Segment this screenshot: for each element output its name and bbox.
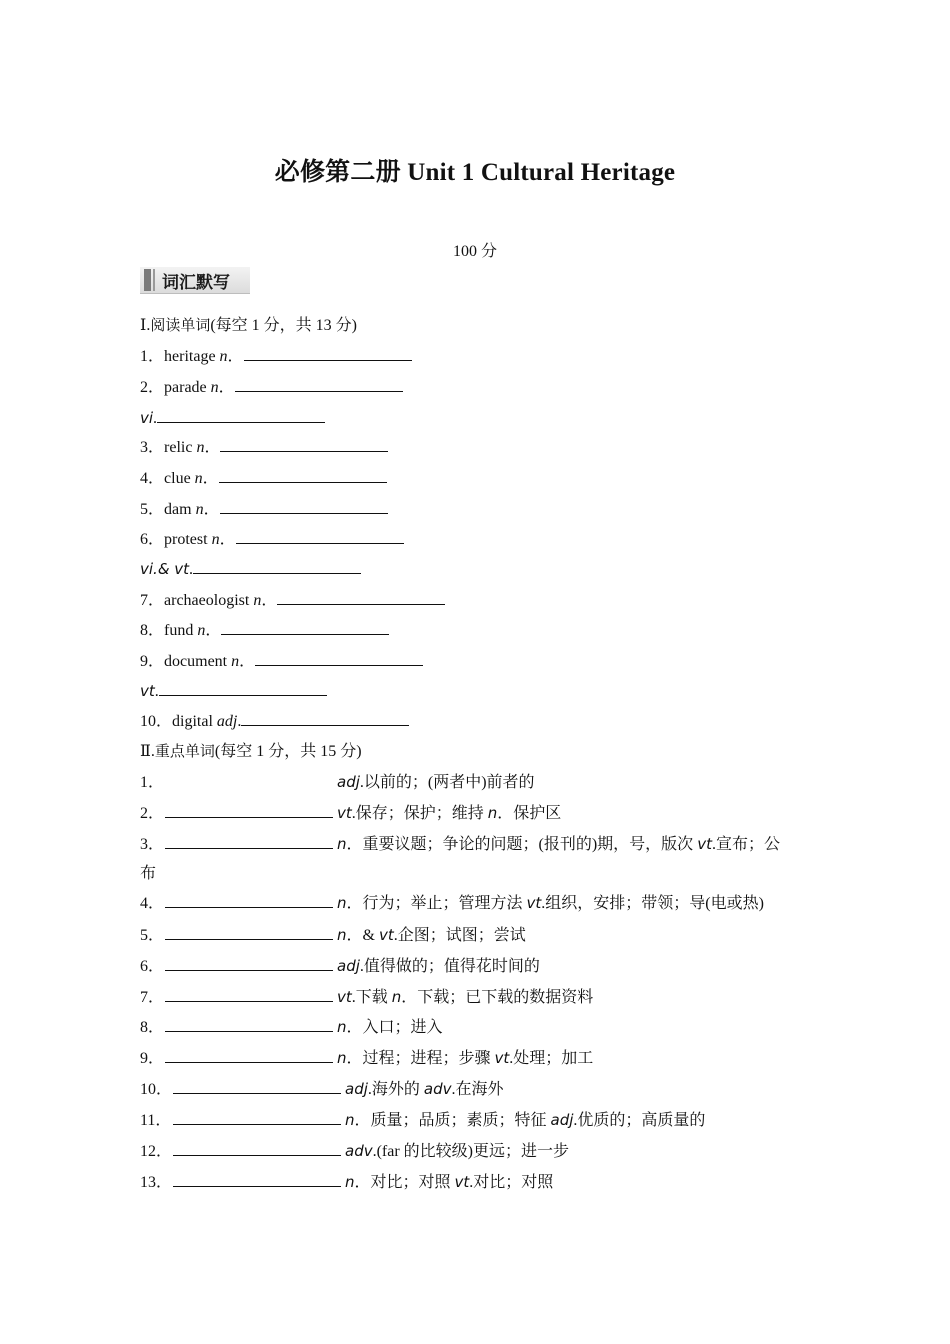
definition-text: .优质的；高质量的 <box>573 1112 706 1129</box>
item-number: 5． <box>140 927 165 944</box>
item-word: archaeologist <box>164 592 254 609</box>
list-item <box>140 1048 593 1069</box>
part-of-speech: n <box>210 379 219 396</box>
definition-text: .组织，安排；带领；导(电或热) <box>541 895 764 912</box>
part2-heading-num: Ⅱ. <box>140 743 155 760</box>
list-item <box>140 711 409 732</box>
answer-blank[interactable] <box>165 925 333 940</box>
part-of-speech: n <box>345 1173 355 1191</box>
section-badge <box>140 267 250 294</box>
part-of-speech: n <box>391 988 402 1006</box>
list-item <box>140 1172 553 1193</box>
part1-heading-title: 阅读单词 <box>150 316 211 334</box>
answer-blank[interactable] <box>165 803 333 818</box>
separator: ． <box>227 348 244 365</box>
item-word: document <box>164 653 232 670</box>
list-item <box>140 956 540 977</box>
answer-blank[interactable] <box>235 377 403 392</box>
section-badge-label: 词汇默写 <box>162 273 230 293</box>
separator: ． <box>205 622 222 639</box>
list-item <box>140 529 404 550</box>
badge-bar-thin-icon <box>153 269 155 291</box>
part-of-speech: vt <box>140 682 155 700</box>
total-score: 100 分 <box>452 243 497 260</box>
definition-text: ．质量；品质；素质；特征 <box>354 1112 551 1129</box>
item-number: 12． <box>140 1143 173 1160</box>
part-of-speech: vi.& vt <box>140 560 190 578</box>
answer-blank[interactable] <box>193 559 361 574</box>
item-number: 5． <box>140 501 165 518</box>
answer-blank[interactable] <box>221 620 389 635</box>
item-word: relic <box>164 439 197 456</box>
answer-blank[interactable] <box>173 1110 341 1125</box>
list-item <box>140 893 764 914</box>
list-item <box>140 772 535 793</box>
item-number: 4． <box>140 470 165 487</box>
separator: ． <box>218 379 235 396</box>
list-item <box>140 651 423 672</box>
part-of-speech: adj <box>337 957 360 975</box>
list-item <box>140 864 156 884</box>
item-number: 10． <box>140 713 173 730</box>
item-number: 8． <box>140 622 165 639</box>
separator: ． <box>203 501 220 518</box>
definition-text: .在海外 <box>451 1081 504 1098</box>
list-item <box>140 803 561 824</box>
list-item <box>140 1079 504 1100</box>
answer-blank[interactable] <box>173 1079 341 1094</box>
part1-heading-num: Ⅰ. <box>140 317 151 334</box>
item-number: 7． <box>140 592 165 609</box>
part-of-speech: n <box>194 470 203 487</box>
separator: . <box>237 713 242 730</box>
badge-bar-icon <box>144 269 151 291</box>
definition-text: ．重要议题；争论的问题；(报刊的)期，号，版次 <box>346 836 698 853</box>
definition-text: .处理；加工 <box>509 1050 594 1067</box>
list-item <box>140 377 403 398</box>
item-number: 3． <box>140 836 165 853</box>
answer-blank[interactable] <box>244 346 412 361</box>
list-item <box>140 1141 569 1162</box>
separator: ． <box>202 470 219 487</box>
part-of-speech: n <box>337 894 347 912</box>
part-of-speech: adj <box>550 1111 574 1129</box>
part-of-speech: n <box>219 348 228 365</box>
answer-blank[interactable] <box>165 987 333 1002</box>
answer-blank[interactable] <box>165 773 333 787</box>
separator: ． <box>219 531 236 548</box>
separator: . <box>189 561 194 578</box>
definition-text: 布 <box>140 865 157 882</box>
answer-blank[interactable] <box>255 651 423 666</box>
separator: . <box>154 683 159 700</box>
list-item <box>140 346 412 367</box>
part1-heading-note: (每空 1 分，共 13 分) <box>210 317 358 334</box>
part-of-speech: vt <box>454 1173 470 1191</box>
item-number: 9． <box>140 653 165 670</box>
item-number: 4． <box>140 895 165 912</box>
answer-blank[interactable] <box>241 711 409 726</box>
item-word: fund <box>164 622 198 639</box>
definition-text: .以前的；(两者中)前者的 <box>359 774 535 791</box>
separator: ． <box>261 592 278 609</box>
definition-text: ．行为；举止；管理方法 <box>346 895 527 912</box>
part-of-speech: n <box>211 531 220 548</box>
answer-blank[interactable] <box>219 468 387 483</box>
definition-text: ．过程；进程；步骤 <box>346 1050 495 1067</box>
definition-text: .对比；对照 <box>469 1174 554 1191</box>
item-number: 3． <box>140 439 165 456</box>
item-number: 6． <box>140 958 165 975</box>
page-title: 必修第二册 Unit 1 Cultural Heritage <box>274 159 676 186</box>
definition-text: .宣布；公 <box>711 836 780 853</box>
item-number: 9． <box>140 1050 165 1067</box>
list-item <box>140 408 325 429</box>
list-item <box>140 437 388 458</box>
definition-text: ．下载；已下载的数据资料 <box>401 989 594 1006</box>
item-number: 2． <box>140 805 165 822</box>
part-of-speech: vt <box>378 926 394 944</box>
answer-blank[interactable] <box>165 1048 333 1063</box>
part-of-speech: n <box>197 622 206 639</box>
definition-text: .企图；试图；尝试 <box>393 927 526 944</box>
definition-text: .下载 <box>351 989 392 1006</box>
definition-text: ．对比；对照 <box>354 1174 455 1191</box>
separator: ． <box>204 439 221 456</box>
part-of-speech: n <box>196 439 205 456</box>
list-item <box>140 987 593 1008</box>
part-of-speech: n <box>231 653 240 670</box>
definition-text: .保存；保护；维持 <box>351 805 488 822</box>
item-word: protest <box>164 531 212 548</box>
part1-heading <box>140 315 357 336</box>
answer-blank[interactable] <box>220 499 388 514</box>
part2-heading-note: (每空 1 分，共 15 分) <box>214 743 362 760</box>
part-of-speech: n <box>337 835 347 853</box>
item-word: heritage <box>164 348 220 365</box>
item-number: 8． <box>140 1019 165 1036</box>
answer-blank[interactable] <box>220 437 388 452</box>
answer-blank[interactable] <box>236 529 404 544</box>
part-of-speech: adj <box>216 713 238 730</box>
item-number: 1． <box>140 774 165 791</box>
item-number: 10． <box>140 1081 173 1098</box>
item-word: digital <box>172 713 217 730</box>
list-item <box>140 468 387 489</box>
part2-heading-title: 重点单词 <box>154 742 215 760</box>
part-of-speech: vt <box>526 894 542 912</box>
answer-blank[interactable] <box>165 1017 333 1032</box>
definition-text: ．入口；进入 <box>346 1019 443 1036</box>
part-of-speech: n <box>487 804 498 822</box>
item-number: 1． <box>140 348 165 365</box>
answer-blank[interactable] <box>157 408 325 423</box>
answer-blank[interactable] <box>165 893 333 908</box>
answer-blank[interactable] <box>277 590 445 605</box>
part-of-speech: n <box>337 1049 347 1067</box>
part2-heading <box>140 741 362 762</box>
part-of-speech: vt <box>494 1049 510 1067</box>
answer-blank[interactable] <box>165 834 333 849</box>
list-item <box>140 834 780 855</box>
item-word: dam <box>164 501 196 518</box>
item-number: 2． <box>140 379 165 396</box>
part-of-speech: n <box>337 926 347 944</box>
separator: . <box>153 410 158 427</box>
item-word: parade <box>164 379 211 396</box>
item-number: 11． <box>140 1112 172 1129</box>
part-of-speech: vt <box>697 835 712 853</box>
definition-text: ．& <box>346 927 379 944</box>
part-of-speech: adv <box>423 1080 452 1098</box>
definition-text: ．保护区 <box>497 805 562 822</box>
list-item <box>140 1110 705 1131</box>
list-item <box>140 590 445 611</box>
item-number: 7． <box>140 989 165 1006</box>
part-of-speech: adj <box>345 1080 368 1098</box>
part-of-speech: n <box>337 1018 347 1036</box>
answer-blank[interactable] <box>173 1172 341 1187</box>
list-item <box>140 925 526 946</box>
item-number: 6． <box>140 531 165 548</box>
definition-text: .海外的 <box>367 1081 424 1098</box>
item-number: 13． <box>140 1174 173 1191</box>
part-of-speech: n <box>345 1111 355 1129</box>
part-of-speech: vt <box>337 988 352 1006</box>
list-item <box>140 620 389 641</box>
list-item <box>140 499 388 520</box>
list-item <box>140 559 361 580</box>
part-of-speech: adv <box>345 1142 373 1160</box>
part-of-speech: vt <box>337 804 352 822</box>
definition-text: .(far 的比较级)更远；进一步 <box>372 1143 570 1160</box>
answer-blank[interactable] <box>165 956 333 971</box>
part-of-speech: vi <box>140 409 154 427</box>
list-item <box>140 681 327 702</box>
part-of-speech: adj <box>337 773 360 791</box>
answer-blank[interactable] <box>159 681 327 696</box>
answer-blank[interactable] <box>173 1141 341 1156</box>
separator: ． <box>239 653 256 670</box>
list-item <box>140 1017 443 1038</box>
definition-text: .值得做的；值得花时间的 <box>359 958 540 975</box>
item-word: clue <box>164 470 195 487</box>
part-of-speech: n <box>253 592 262 609</box>
part-of-speech: n <box>195 501 204 518</box>
